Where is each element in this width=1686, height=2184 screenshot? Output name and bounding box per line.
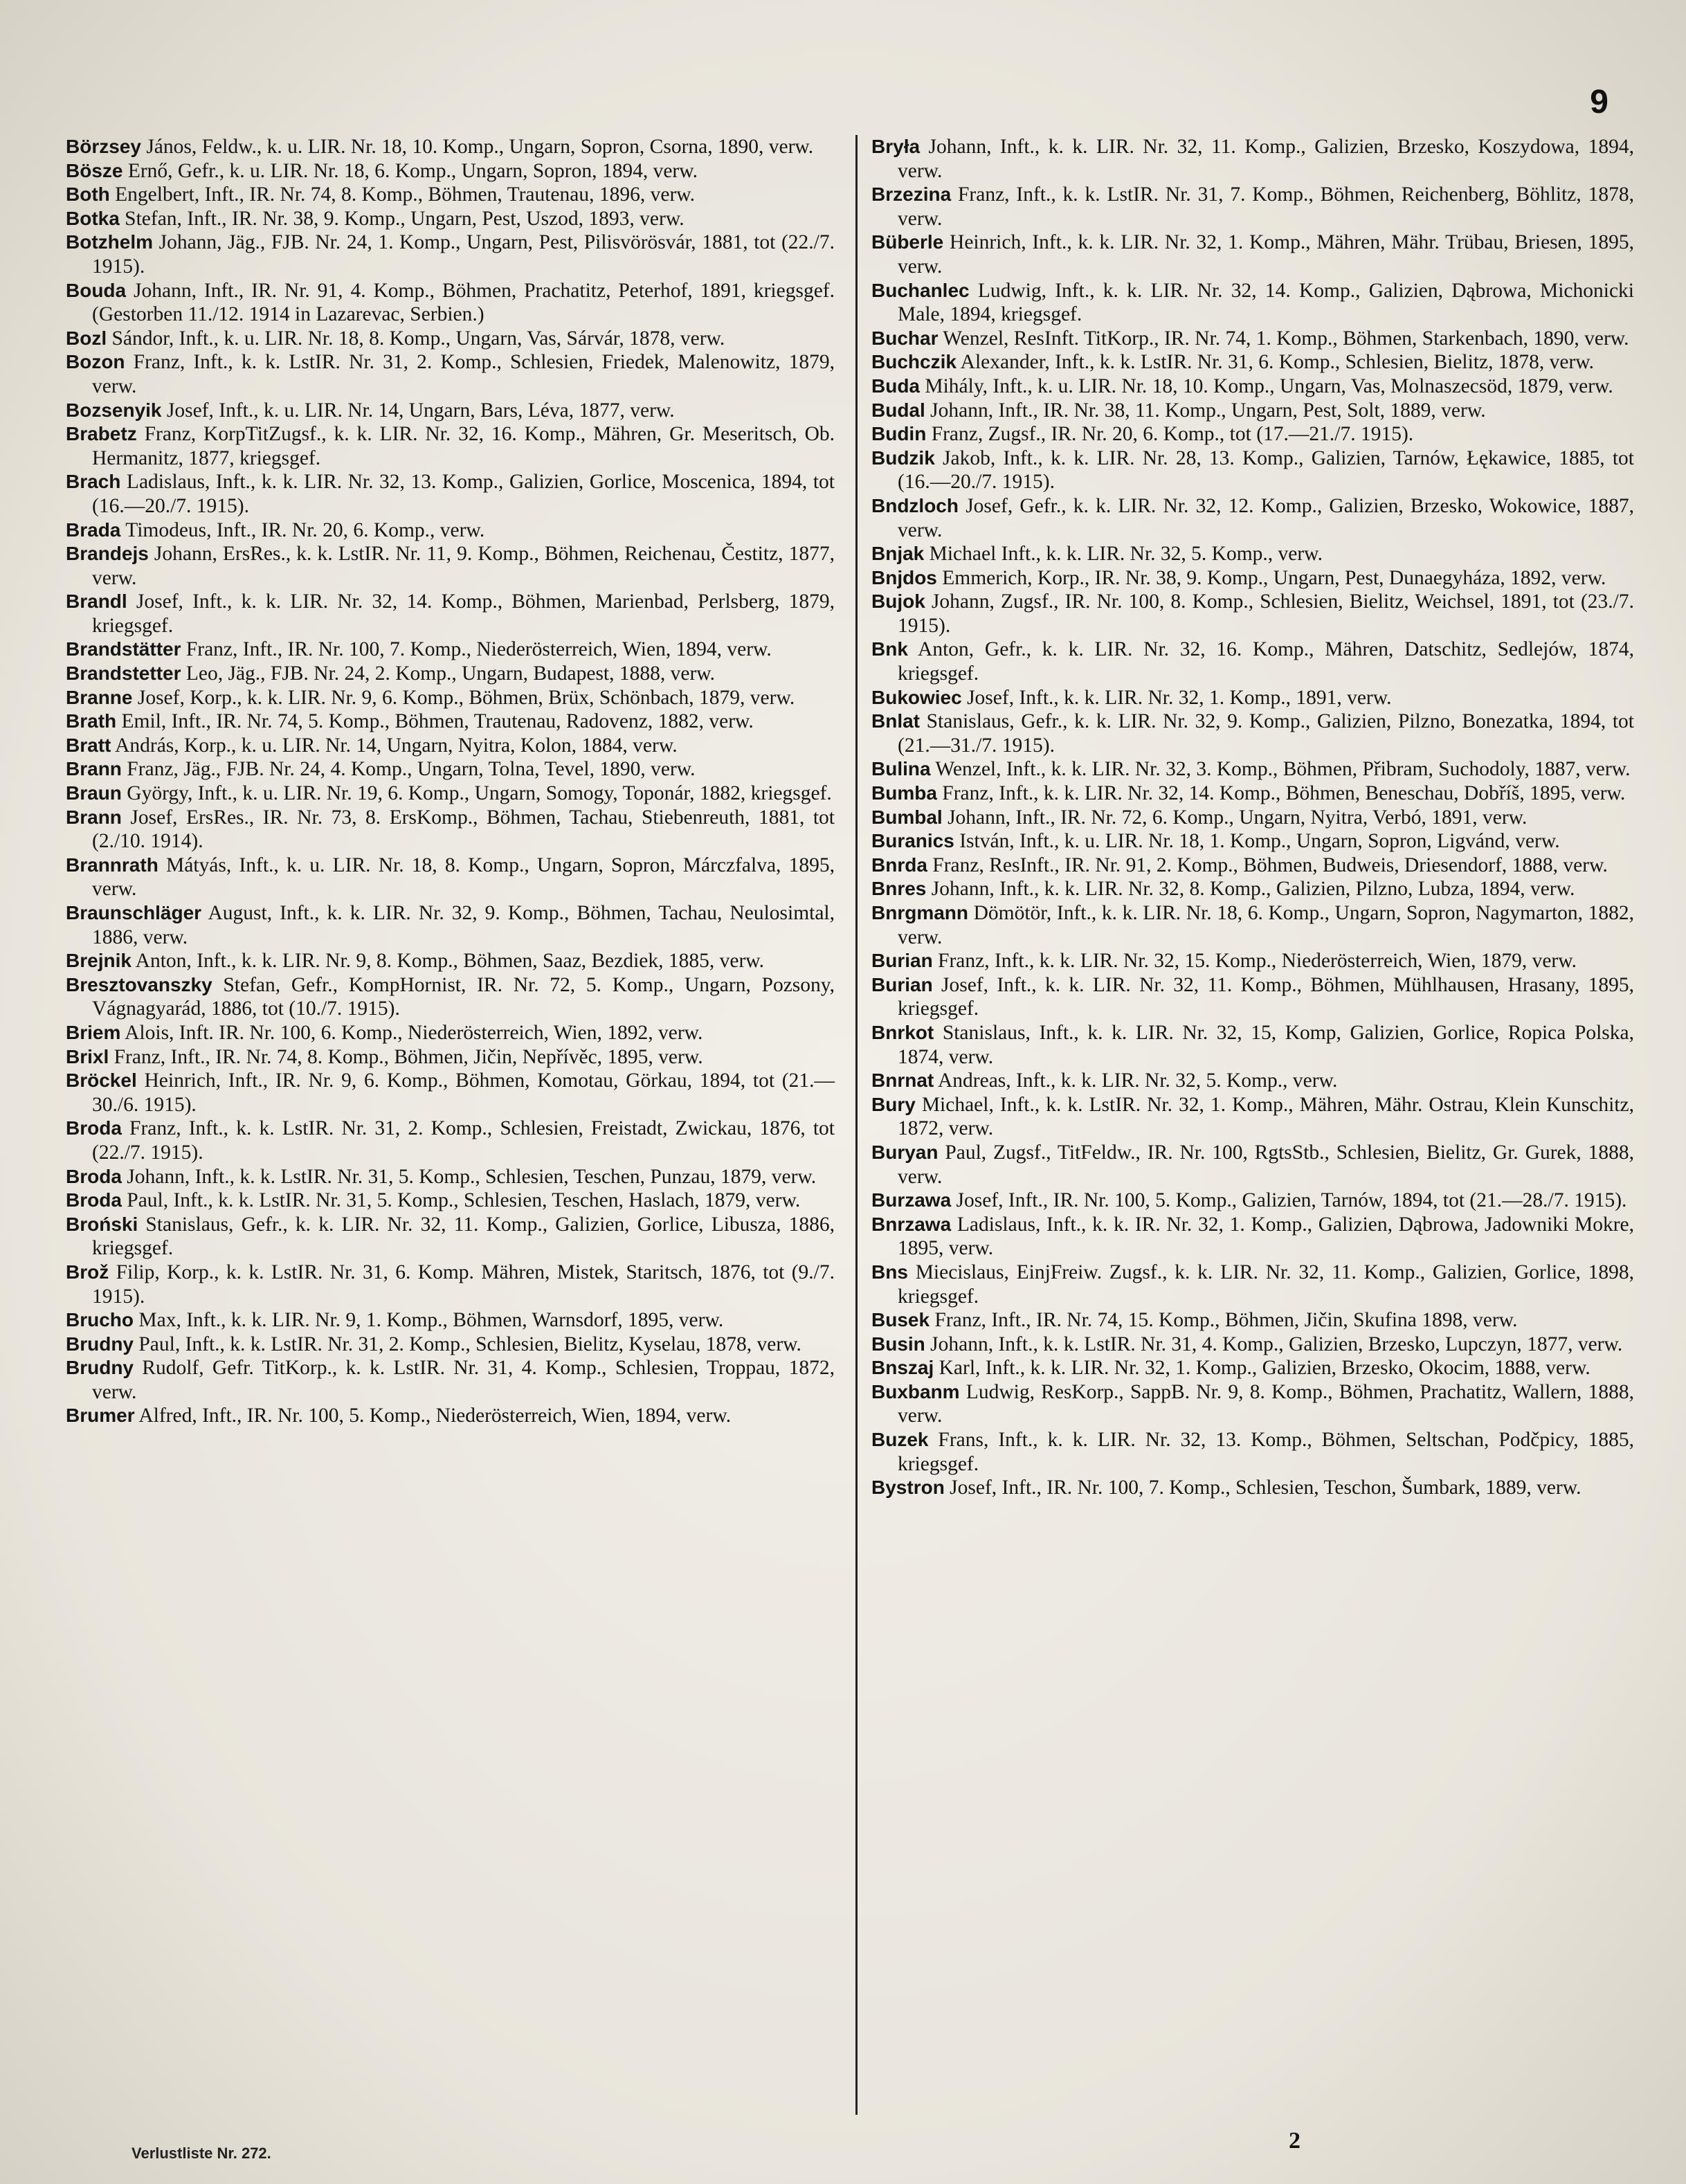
list-entry xyxy=(871,566,1634,590)
entry-surname: Buzek xyxy=(871,1429,929,1451)
entry-surname: Brandstetter xyxy=(66,662,181,685)
list-entry xyxy=(66,399,835,423)
footer-note: Verlustliste Nr. 272. xyxy=(132,2145,271,2162)
list-entry xyxy=(871,1380,1634,1428)
entry-surname: Brann xyxy=(66,758,122,780)
entry-surname: Bumba xyxy=(871,782,937,804)
list-entry xyxy=(66,542,835,590)
entry-surname: Budal xyxy=(871,399,925,421)
entry-details: Stefan, Gefr., KompHornist, IR. Nr. 72, 5. Komp., Ungarn, Pozsony, Vágnagyarád, 1886, tot (10./7. 1915). xyxy=(92,973,835,1020)
list-entry xyxy=(871,590,1634,638)
entry-details: Michael Inft., k. k. LIR. Nr. 32, 5. Komp., verw. xyxy=(924,543,1323,566)
entry-surname: Bnrzawa xyxy=(871,1213,952,1235)
entry-details: Franz, Inft., k. k. LstIR. Nr. 31, 2. Komp., Schlesien, Friedek, Malenowitz, 1879, verw. xyxy=(92,351,835,397)
entry-surname: Broda xyxy=(66,1189,122,1211)
list-entry xyxy=(871,183,1634,231)
entry-surname: Büberle xyxy=(871,231,944,253)
entry-details: Johann, Zugsf., IR. Nr. 100, 8. Komp., Schlesien, Bielitz, Weichsel, 1891, tot (23./7. 1915). xyxy=(898,590,1634,637)
entry-details: Engelbert, Inft., IR. Nr. 74, 8. Komp., Böhmen, Trautenau, 1896, verw. xyxy=(109,183,696,206)
list-entry xyxy=(871,901,1634,949)
entry-surname: Brixl xyxy=(66,1045,109,1067)
page-number: 9 xyxy=(1590,84,1608,120)
entry-surname: Bouda xyxy=(66,279,127,301)
list-entry xyxy=(871,374,1634,399)
entry-details: György, Inft., k. u. LIR. Nr. 19, 6. Komp., Ungarn, Somogy, Toponár, 1882, kriegsgef. xyxy=(121,782,832,805)
entry-surname: Bukowiec xyxy=(871,686,962,708)
entry-surname: Busin xyxy=(871,1333,925,1355)
entry-details: Wenzel, Inft., k. k. LIR. Nr. 32, 3. Komp., Böhmen, Přibram, Suchodoly, 1887, verw. xyxy=(930,758,1631,781)
entry-details: Johann, Inft., k. k. LstIR. Nr. 31, 4. Komp., Galizien, Brzesko, Lupczyn, 1877, verw. xyxy=(925,1333,1623,1355)
entry-details: Franz, Inft., k. k. LstIR. Nr. 31, 7. Komp., Böhmen, Reichenberg, Böhlitz, 1878, verw. xyxy=(898,183,1634,230)
entry-details: Stanislaus, Gefr., k. k. LIR. Nr. 32, 9. Komp., Galizien, Pilzno, Bonezatka, 1894, tot (21.—31./7. 1915). xyxy=(898,710,1634,757)
entry-surname: Brandstätter xyxy=(66,638,181,660)
list-entry xyxy=(871,350,1634,374)
list-entry xyxy=(66,1045,835,1070)
entry-details: Franz, KorpTitZugsf., k. k. LIR. Nr. 32, 16. Komp., Mähren, Gr. Meseritsch, Ob. Hermanitz, 1877, kriegsgef. xyxy=(92,423,835,469)
entry-surname: Brannrath xyxy=(66,854,158,876)
list-entry xyxy=(871,279,1634,327)
entry-details: Johann, Inft., IR. Nr. 38, 11. Komp., Ungarn, Pest, Solt, 1889, verw. xyxy=(925,399,1486,422)
entry-details: Johann, Inft., IR. Nr. 91, 4. Komp., Böhmen, Prachatitz, Peterhof, 1891, kriegsgef. (Gestorben 11./12. 1914 in Lazarevac, Serbien.) xyxy=(92,279,835,326)
entry-details: Johann, Inft., IR. Nr. 72, 6. Komp., Ungarn, Nyitra, Verbó, 1891, verw. xyxy=(942,806,1528,829)
entry-details: Johann, ErsRes., k. k. LstIR. Nr. 11, 9. Komp., Böhmen, Reichenau, Čestitz, 1877, verw. xyxy=(92,543,835,589)
entry-surname: Burian xyxy=(871,973,933,995)
entry-details: Ladislaus, Inft., k. k. LIR. Nr. 32, 13. Komp., Galizien, Gorlice, Moscenica, 1894, tot (16.—20./7. 1915). xyxy=(92,471,835,517)
entry-surname: Börzsey xyxy=(66,136,141,157)
entry-details: Stefan, Inft., IR. Nr. 38, 9. Komp., Ungarn, Pest, Uszod, 1893, verw. xyxy=(119,207,685,230)
entry-details: Alois, Inft. IR. Nr. 100, 6. Komp., Niederösterreich, Wien, 1892, verw. xyxy=(120,1021,703,1044)
entry-details: Johann, Inft., k. k. LstIR. Nr. 31, 5. Komp., Schlesien, Teschen, Punzau, 1879, verw. xyxy=(121,1165,817,1188)
entry-surname: Brumer xyxy=(66,1405,135,1427)
entry-details: Josef, Inft., k. k. LIR. Nr. 32, 11. Komp., Böhmen, Mühlhausen, Hrasany, 1895, kriegsgef. xyxy=(898,973,1634,1020)
entry-surname: Brudny xyxy=(66,1333,134,1355)
entry-details: Heinrich, Inft., IR. Nr. 9, 6. Komp., Böhmen, Komotau, Görkau, 1894, tot (21.—30./6. 1915). xyxy=(92,1070,835,1116)
list-entry xyxy=(66,734,835,758)
entry-surname: Broda xyxy=(66,1117,122,1139)
entry-details: Franz, Inft., k. k. LIR. Nr. 32, 15. Komp., Niederösterreich, Wien, 1879, verw. xyxy=(932,950,1577,973)
entry-details: Stanislaus, Gefr., k. k. LIR. Nr. 32, 11. Komp., Galizien, Gorlice, Libusza, 1886, kriegsgef. xyxy=(92,1213,835,1260)
entry-surname: Bumbal xyxy=(871,806,943,828)
entry-details: Alexander, Inft., k. k. LstIR. Nr. 31, 6. Komp., Schlesien, Bielitz, 1878, verw. xyxy=(956,351,1595,374)
list-entry xyxy=(871,854,1634,878)
list-entry xyxy=(66,973,835,1021)
list-entry xyxy=(871,949,1634,973)
entry-surname: Bnrgmann xyxy=(871,902,968,923)
entry-details: Ernő, Gefr., k. u. LIR. Nr. 18, 6. Komp., Ungarn, Sopron, 1894, verw. xyxy=(123,159,698,182)
entry-surname: Budzik xyxy=(871,446,935,469)
entry-details: Franz, Inft., k. k. LstIR. Nr. 31, 2. Komp., Schlesien, Freistadt, Zwickau, 1876, tot (22./7. 1915). xyxy=(92,1117,835,1164)
list-entry xyxy=(66,590,835,638)
list-entry xyxy=(66,1213,835,1261)
entry-details: Franz, Inft., IR. Nr. 100, 7. Komp., Niederösterreich, Wien, 1894, verw. xyxy=(181,638,772,661)
list-entry xyxy=(871,829,1634,854)
entry-details: János, Feldw., k. u. LIR. Nr. 18, 10. Komp., Ungarn, Sopron, Csorna, 1890, verw. xyxy=(140,136,814,158)
list-entry xyxy=(66,710,835,734)
list-entry xyxy=(871,1021,1634,1069)
list-entry xyxy=(66,183,835,207)
entry-surname: Bröckel xyxy=(66,1070,137,1092)
entry-details: Rudolf, Gefr. TitKorp., k. k. LstIR. Nr. 31, 4. Komp., Schlesien, Troppau, 1872, verw. xyxy=(92,1357,835,1403)
entry-surname: Brucho xyxy=(66,1309,134,1331)
entry-details: Franz, Inft., IR. Nr. 74, 15. Komp., Böhmen, Jičin, Skufina 1898, verw. xyxy=(930,1309,1518,1332)
entry-details: Leo, Jäg., FJB. Nr. 24, 2. Komp., Ungarn, Budapest, 1888, verw. xyxy=(181,662,716,685)
entry-surname: Bnjdos xyxy=(871,566,937,588)
entry-details: Franz, ResInft., IR. Nr. 91, 2. Komp., Böhmen, Budweis, Driesendorf, 1888, verw. xyxy=(927,854,1608,876)
entry-surname: Bndzloch xyxy=(871,494,959,516)
list-entry xyxy=(871,542,1634,566)
entry-surname: Briem xyxy=(66,1021,121,1043)
list-entry xyxy=(66,159,835,183)
entry-surname: Budin xyxy=(871,423,927,445)
entry-surname: Brož xyxy=(66,1261,109,1283)
entry-details: Josef, Inft., IR. Nr. 100, 7. Komp., Schlesien, Teschon, Šumbark, 1889, verw. xyxy=(944,1477,1581,1499)
entry-surname: Buranics xyxy=(871,830,954,852)
list-entry xyxy=(871,1189,1634,1213)
list-entry xyxy=(871,1428,1634,1476)
list-entry xyxy=(871,422,1634,446)
entry-surname: Bratt xyxy=(66,734,111,756)
entry-details: Johann, Inft., k. k. LIR. Nr. 32, 11. Komp., Galizien, Brzesko, Koszydowa, 1894, verw. xyxy=(898,136,1634,182)
entry-details: Max, Inft., k. k. LIR. Nr. 9, 1. Komp., Böhmen, Warnsdorf, 1895, verw. xyxy=(134,1309,724,1332)
entry-surname: Bösze xyxy=(66,159,123,181)
list-entry xyxy=(66,662,835,686)
entry-surname: Bulina xyxy=(871,758,931,780)
entry-details: Alfred, Inft., IR. Nr. 100, 5. Komp., Niederösterreich, Wien, 1894, verw. xyxy=(134,1405,732,1427)
entry-surname: Buxbanm xyxy=(871,1380,960,1402)
list-entry xyxy=(871,638,1634,685)
list-entry xyxy=(871,686,1634,710)
entry-details: Franz, Zugsf., IR. Nr. 20, 6. Komp., tot (17.—21./7. 1915). xyxy=(926,423,1414,446)
entry-details: Josef, Inft., k. k. LIR. Nr. 32, 1. Komp., 1891, verw. xyxy=(961,686,1392,709)
entry-surname: Buchczik xyxy=(871,351,957,373)
entry-surname: Bresztovanszky xyxy=(66,973,212,995)
entry-details: Mátyás, Inft., k. u. LIR. Nr. 18, 8. Komp., Ungarn, Sopron, Márczfalva, 1895, verw. xyxy=(92,854,835,901)
entry-surname: Broński xyxy=(66,1213,138,1235)
entry-surname: Botka xyxy=(66,207,120,229)
entry-surname: Bystron xyxy=(871,1477,945,1499)
entry-details: Johann, Inft., k. k. LIR. Nr. 32, 8. Komp., Galizien, Pilzno, Lubza, 1894, verw. xyxy=(926,878,1575,901)
list-entry xyxy=(871,1213,1634,1261)
entry-details: Ladislaus, Inft., k. k. IR. Nr. 32, 1. Komp., Galizien, Dąbrowa, Jadowniki Mokre, 1895, verw. xyxy=(898,1213,1634,1260)
entry-surname: Bujok xyxy=(871,590,925,613)
list-entry xyxy=(871,757,1634,782)
entry-details: Emil, Inft., IR. Nr. 74, 5. Komp., Böhmen, Trautenau, Radovenz, 1882, verw. xyxy=(116,710,754,733)
list-entry xyxy=(66,806,835,854)
list-entry xyxy=(871,135,1634,183)
list-entry xyxy=(871,1356,1634,1380)
list-entry xyxy=(871,877,1634,901)
entry-surname: Branne xyxy=(66,686,133,708)
list-entry xyxy=(66,901,835,949)
list-entry xyxy=(871,1069,1634,1093)
list-entry xyxy=(66,1189,835,1213)
entry-details: Paul, Inft., k. k. LstIR. Nr. 31, 5. Komp., Schlesien, Teschen, Haslach, 1879, verw. xyxy=(121,1189,801,1212)
columns xyxy=(66,135,1646,2115)
entry-details: Dömötör, Inft., k. k. LIR. Nr. 18, 6. Komp., Ungarn, Sopron, Nagymarton, 1882, verw. xyxy=(898,902,1634,948)
entry-surname: Bnrkot xyxy=(871,1021,934,1043)
list-entry xyxy=(871,806,1634,830)
list-entry xyxy=(66,518,835,543)
entry-surname: Bozl xyxy=(66,327,107,349)
entry-surname: Broda xyxy=(66,1165,122,1187)
list-entry xyxy=(66,1021,835,1045)
entry-surname: Buchanlec xyxy=(871,279,970,301)
entry-surname: Both xyxy=(66,183,110,206)
list-entry xyxy=(66,470,835,518)
entry-details: Heinrich, Inft., k. k. LIR. Nr. 32, 1. Komp., Mähren, Mähr. Trübau, Briesen, 1895, verw. xyxy=(898,231,1634,278)
entry-details: András, Korp., k. u. LIR. Nr. 14, Ungarn, Nyitra, Kolon, 1884, verw. xyxy=(111,734,678,757)
entry-surname: Botzhelm xyxy=(66,231,153,253)
list-entry xyxy=(871,1141,1634,1189)
entry-details: Stanislaus, Inft., k. k. LIR. Nr. 32, 15, Komp, Galizien, Gorlice, Ropica Polska, 1874, verw. xyxy=(898,1021,1634,1068)
entry-surname: Brach xyxy=(66,471,121,493)
entry-surname: Bnrnat xyxy=(871,1070,934,1092)
entry-details: Karl, Inft., k. k. LIR. Nr. 32, 1. Komp., Galizien, Brzesko, Okocim, 1888, verw. xyxy=(934,1357,1590,1380)
entry-surname: Bnszaj xyxy=(871,1357,934,1379)
left-column xyxy=(66,135,844,2115)
entry-surname: Bns xyxy=(871,1261,908,1283)
entry-details: Mihály, Inft., k. u. LIR. Nr. 18, 10. Komp., Ungarn, Vas, Molnaszecsöd, 1879, verw. xyxy=(920,374,1613,397)
list-entry xyxy=(66,1308,835,1333)
entry-surname: Busek xyxy=(871,1309,930,1331)
list-entry xyxy=(66,1117,835,1164)
entry-details: Paul, Inft., k. k. LstIR. Nr. 31, 2. Komp., Schlesien, Bielitz, Kyselau, 1878, verw. xyxy=(134,1333,801,1355)
entry-details: Josef, Inft., IR. Nr. 100, 5. Komp., Galizien, Tarnów, 1894, tot (21.—28./7. 1915). xyxy=(951,1189,1627,1212)
entry-details: Ludwig, ResKorp., SappB. Nr. 9, 8. Komp., Böhmen, Prachatitz, Wallern, 1888, verw. xyxy=(898,1380,1634,1427)
list-entry xyxy=(871,1333,1634,1357)
list-entry xyxy=(66,327,835,351)
list-entry xyxy=(66,854,835,901)
list-entry xyxy=(66,231,835,278)
entry-surname: Bozon xyxy=(66,351,125,373)
entry-details: Filip, Korp., k. k. LstIR. Nr. 31, 6. Komp. Mähren, Mistek, Staritsch, 1876, tot (9./7. 1915). xyxy=(92,1261,835,1308)
list-entry xyxy=(66,350,835,398)
list-entry xyxy=(66,782,835,806)
entry-surname: Burzawa xyxy=(871,1189,952,1211)
entry-details: Michael, Inft., k. k. LstIR. Nr. 32, 1. Komp., Mähren, Mähr. Ostrau, Klein Kunschitz, 1872, verw. xyxy=(898,1093,1634,1140)
entry-details: Josef, Inft., k. u. LIR. Nr. 14, Ungarn, Bars, Léva, 1877, verw. xyxy=(161,399,675,422)
list-entry xyxy=(871,973,1634,1021)
entry-details: Wenzel, ResInft. TitKorp., IR. Nr. 74, 1. Komp., Böhmen, Starkenbach, 1890, verw. xyxy=(938,327,1629,350)
entry-details: Josef, Gefr., k. k. LIR. Nr. 32, 12. Komp., Galizien, Brzesko, Wokowice, 1887, verw. xyxy=(898,494,1634,541)
list-entry xyxy=(871,1308,1634,1333)
entry-details: Timodeus, Inft., IR. Nr. 20, 6. Komp., verw. xyxy=(120,518,485,541)
list-entry xyxy=(871,1261,1634,1308)
entry-surname: Brejnik xyxy=(66,950,132,972)
entry-details: Andreas, Inft., k. k. LIR. Nr. 32, 5. Komp., verw. xyxy=(934,1070,1338,1092)
entry-details: Franz, Jäg., FJB. Nr. 24, 4. Komp., Ungarn, Tolna, Tevel, 1890, verw. xyxy=(121,758,696,781)
list-entry xyxy=(66,1404,835,1428)
list-entry xyxy=(66,1333,835,1357)
list-entry xyxy=(871,231,1634,278)
list-entry xyxy=(871,399,1634,423)
list-entry xyxy=(66,1261,835,1308)
entry-surname: Bury xyxy=(871,1093,916,1115)
entry-details: Sándor, Inft., k. u. LIR. Nr. 18, 8. Komp., Ungarn, Vas, Sárvár, 1878, verw. xyxy=(107,327,725,350)
list-entry xyxy=(66,135,835,159)
list-entry xyxy=(871,1093,1634,1141)
list-entry xyxy=(66,1165,835,1189)
list-entry xyxy=(66,638,835,662)
entry-details: Josef, Korp., k. k. LIR. Nr. 9, 6. Komp., Böhmen, Brüx, Schönbach, 1879, verw. xyxy=(132,686,795,709)
signature-mark: 2 xyxy=(1289,2128,1300,2154)
entry-details: Anton, Gefr., k. k. LIR. Nr. 32, 16. Komp., Mähren, Datschitz, Sedlejów, 1874, kriegsgef. xyxy=(898,638,1634,685)
list-entry xyxy=(871,782,1634,806)
entry-details: Paul, Zugsf., TitFeldw., IR. Nr. 100, RgtsStb., Schlesien, Bielitz, Gr. Gurek, 1888, verw. xyxy=(898,1141,1634,1188)
entry-surname: Bozsenyik xyxy=(66,399,162,421)
entry-details: Miecislaus, EinjFreiw. Zugsf., k. k. LIR. Nr. 32, 11. Komp., Galizien, Gorlice, 1898, kriegsgef. xyxy=(898,1261,1634,1308)
list-entry xyxy=(66,1069,835,1117)
right-column xyxy=(855,135,1634,2115)
entry-details: Johann, Jäg., FJB. Nr. 24, 1. Komp., Ungarn, Pest, Pilisvörösvár, 1881, tot (22./7. 1915). xyxy=(92,231,835,278)
entry-details: Josef, Inft., k. k. LIR. Nr. 32, 14. Komp., Böhmen, Marienbad, Perlsberg, 1879, kriegsgef. xyxy=(92,590,835,637)
entry-details: Franz, Inft., IR. Nr. 74, 8. Komp., Böhmen, Jičin, Nepřívěc, 1895, verw. xyxy=(109,1045,703,1068)
entry-details: Franz, Inft., k. k. LIR. Nr. 32, 14. Komp., Böhmen, Beneschau, Dobříš, 1895, verw. xyxy=(936,782,1626,805)
entry-surname: Brada xyxy=(66,518,121,541)
entry-surname: Braun xyxy=(66,782,122,804)
list-entry xyxy=(66,1356,835,1404)
entry-surname: Bnk xyxy=(871,638,908,660)
entry-surname: Brandl xyxy=(66,590,127,613)
entry-details: Josef, ErsRes., IR. Nr. 73, 8. ErsKomp., Böhmen, Tachau, Stiebenreuth, 1881, tot (2./10. 1914). xyxy=(92,806,835,853)
entry-surname: Brandejs xyxy=(66,543,149,565)
entry-surname: Buda xyxy=(871,374,920,397)
entry-surname: Bryła xyxy=(871,136,921,157)
list-entry xyxy=(66,279,835,327)
list-entry xyxy=(871,494,1634,542)
entry-details: Ludwig, Inft., k. k. LIR. Nr. 32, 14. Komp., Galizien, Dąbrowa, Michonicki Male, 1894, kriegsgef. xyxy=(898,279,1634,326)
entry-surname: Brzezina xyxy=(871,183,952,206)
list-entry xyxy=(871,446,1634,494)
list-entry xyxy=(66,207,835,231)
list-entry xyxy=(66,949,835,973)
entry-surname: Brabetz xyxy=(66,423,137,445)
entry-surname: Braunschläger xyxy=(66,902,202,923)
list-entry xyxy=(66,757,835,782)
list-entry xyxy=(871,327,1634,351)
entry-surname: Buryan xyxy=(871,1141,939,1163)
entry-surname: Brann xyxy=(66,806,122,828)
entry-details: Emmerich, Korp., IR. Nr. 38, 9. Komp., Ungarn, Pest, Dunaegyháza, 1892, verw. xyxy=(936,566,1606,589)
list-entry xyxy=(66,422,835,470)
entry-details: Anton, Inft., k. k. LIR. Nr. 9, 8. Komp., Böhmen, Saaz, Bezdiek, 1885, verw. xyxy=(131,950,765,973)
entry-details: István, Inft., k. u. LIR. Nr. 18, 1. Komp., Ungarn, Sopron, Ligvánd, verw. xyxy=(954,830,1560,853)
entry-surname: Brath xyxy=(66,710,117,732)
entry-details: Jakob, Inft., k. k. LIR. Nr. 28, 13. Komp., Galizien, Tarnów, Łękawice, 1885, tot (16.—20./7. 1915). xyxy=(898,446,1634,494)
list-entry xyxy=(871,710,1634,757)
list-entry xyxy=(871,1476,1634,1500)
entry-details: August, Inft., k. k. LIR. Nr. 32, 9. Komp., Böhmen, Tachau, Neulosimtal, 1886, verw. xyxy=(92,902,835,948)
list-entry xyxy=(66,686,835,710)
entry-surname: Bnres xyxy=(871,878,927,900)
entry-surname: Bnrda xyxy=(871,854,927,876)
entry-details: Frans, Inft., k. k. LIR. Nr. 32, 13. Komp., Böhmen, Seltschan, Podčpicy, 1885, kriegsgef. xyxy=(898,1429,1634,1475)
entry-surname: Buchar xyxy=(871,327,939,349)
entry-surname: Bnlat xyxy=(871,710,920,732)
entry-surname: Brudny xyxy=(66,1357,134,1379)
entry-surname: Burian xyxy=(871,950,933,972)
entry-surname: Bnjak xyxy=(871,543,925,565)
